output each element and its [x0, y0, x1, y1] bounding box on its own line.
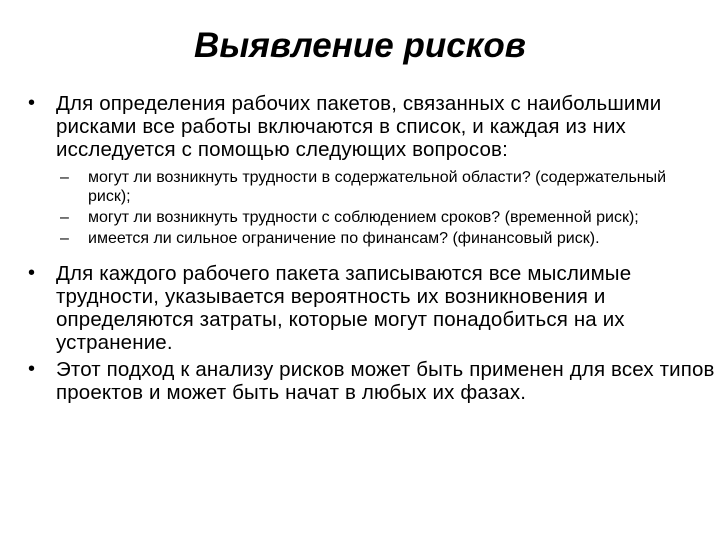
- slide-title: Выявление рисков: [194, 26, 526, 65]
- sub-item-text: имеется ли сильное ограничение по финансам? (финансовый риск).: [88, 230, 600, 247]
- sub-item: [56, 168, 668, 206]
- dash-icon: –: [60, 209, 69, 226]
- bullet-text: Для определения рабочих пакетов, связанных с наибольшими рисками все работы включаются в список, и каждая из них исследуется с помощью следующих вопросов:: [56, 92, 662, 161]
- bullet-icon: •: [28, 358, 36, 380]
- bullet-item: [24, 92, 720, 161]
- slide-content: [24, 92, 714, 404]
- sub-item: [56, 208, 668, 227]
- bullet-text: Для каждого рабочего пакета записываются все мыслимые трудности, указывается вероятность их возникновения и определяются затраты, которые могут понадобиться на их устранение.: [56, 262, 632, 354]
- bullet-text: Этот подход к анализу рисков может быть применен для всех типов проектов и может быть начат в любых их фазах.: [56, 358, 715, 404]
- bullet-item: [24, 262, 716, 354]
- bullet-icon: •: [28, 92, 36, 114]
- bullet-icon: •: [28, 262, 36, 284]
- dash-icon: –: [60, 230, 69, 247]
- sub-item: [56, 229, 668, 248]
- sub-item-text: могут ли возникнуть трудности с соблюдением сроков? (временной риск);: [88, 209, 639, 226]
- bullet-item: [24, 358, 716, 404]
- sub-list: [56, 168, 714, 248]
- sub-item-text: могут ли возникнуть трудности в содержательной области? (содержательный риск);: [88, 169, 667, 205]
- dash-icon: –: [60, 169, 69, 186]
